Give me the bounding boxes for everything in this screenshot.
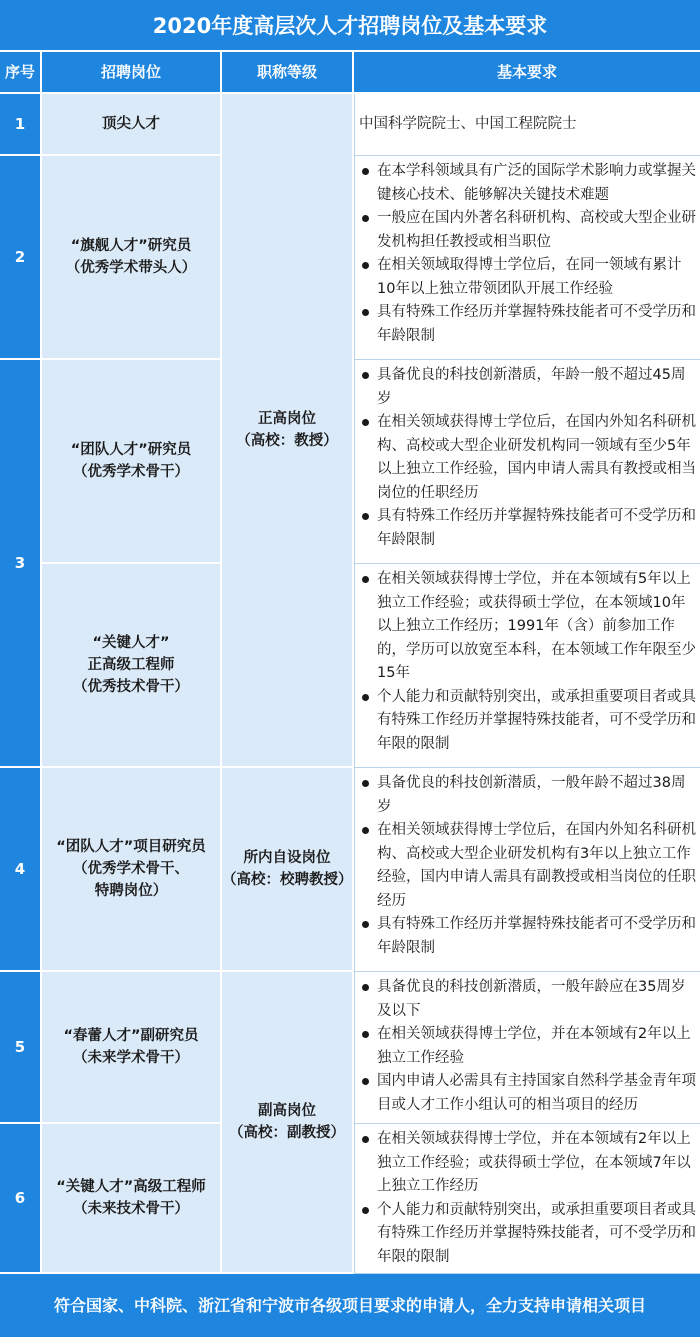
grade-associate [222, 972, 354, 1274]
position-line: “关键人才” [92, 635, 170, 651]
requirement-item: 个人能力和贡献特别突出，或承担重要项目者或具有特殊工作经历并掌握特殊技能者，可不受学历和年限的限制 [359, 686, 698, 757]
requirement-item: 在相关领域获得博士学位，并在本领域有2年以上独立工作经验；或获得硕士学位，在本领域7年以上独立工作经历 [359, 1128, 698, 1199]
row-number: 2 [0, 156, 42, 360]
recruitment-table [0, 52, 700, 1274]
position-line: “旗舰人才”研究员 [70, 238, 192, 254]
position-line: “团队人才”研究员 [70, 442, 192, 458]
position-line: （优秀学术骨干） [73, 464, 189, 480]
requirement-item: 具有特殊工作经历并掌握特殊技能者可不受学历和年龄限制 [359, 301, 698, 348]
page-title: 2020年度高层次人才招聘岗位及基本要求 [0, 0, 700, 52]
position-name [42, 94, 222, 156]
position-line: “关键人才”高级工程师 [56, 1179, 206, 1195]
position-name [42, 972, 222, 1124]
position-name [42, 360, 222, 564]
requirements-cell [354, 564, 700, 768]
requirement-item: 一般应在国内外著名科研机构、高校或大型企业研发机构担任教授或相当职位 [359, 207, 698, 254]
position-name [42, 768, 222, 972]
grade-senior [222, 94, 354, 768]
position-line: （优秀学术带头人） [65, 260, 197, 276]
requirement-item: 国内申请人必需具有主持国家自然科学基金青年项目或人才工作小组认可的相当项目的经历 [359, 1070, 698, 1117]
row-number: 4 [0, 768, 42, 972]
position-line: （优秀学术骨干、 [73, 861, 189, 877]
requirements-cell [354, 768, 700, 972]
requirement-item: 在本学科领域具有广泛的国际学术影响力或掌握关键核心技术、能够解决关键技术难题 [359, 160, 698, 207]
requirement-list [359, 1128, 698, 1269]
footer-note: 符合国家、中科院、浙江省和宁波市各级项目要求的申请人，全力支持申请相关项目 [0, 1274, 700, 1337]
requirements-cell [354, 972, 700, 1124]
position-name [42, 156, 222, 360]
requirement-item: 在相关领域获得博士学位，并在本领域有5年以上独立工作经验；或获得硕士学位，在本领域10年以上独立工作经历；1991年（含）前参加工作的，学历可以放宽至本科，在本领域工作年限至少15年 [359, 568, 698, 686]
position-line: （优秀技术骨干） [73, 679, 189, 695]
position-line: “春蕾人才”副研究员 [63, 1028, 199, 1044]
requirement-item: 在相关领域获得博士学位后，在国内外知名科研机构、高校或大型企业研发机构有3年以上独立工作经验，国内申请人需具有副教授或相当岗位的任职经历 [359, 819, 698, 913]
grade-name: 正高岗位 [258, 411, 316, 427]
requirement-item: 在相关领域获得博士学位后，在国内外知名科研机构、高校或大型企业研发机构同一领域有至少5年以上独立工作经验，国内申请人需具有教授或相当岗位的任职经历 [359, 411, 698, 505]
grade-sub: （高校：教授） [236, 433, 338, 449]
position-name [42, 1124, 222, 1274]
requirement-item: 具备优良的科技创新潜质，一般年龄不超过38周岁 [359, 772, 698, 819]
header-position: 招聘岗位 [42, 52, 222, 94]
position-line: 顶尖人才 [102, 116, 160, 132]
header-no: 序号 [0, 52, 42, 94]
position-line: （未来技术骨干） [73, 1201, 189, 1217]
requirement-item: 在相关领域获得博士学位，并在本领域有2年以上独立工作经验 [359, 1023, 698, 1070]
header-grade: 职称等级 [222, 52, 354, 94]
requirement-item: 具备优良的科技创新潜质，年龄一般不超过45周岁 [359, 364, 698, 411]
requirement-list [359, 772, 698, 960]
requirement-list [359, 568, 698, 756]
requirement-text: 中国科学院院士、中国工程院院士 [359, 115, 577, 132]
position-name [42, 564, 222, 768]
requirement-item: 个人能力和贡献特别突出，或承担重要项目者或具有特殊工作经历并掌握特殊技能者，可不受学历和年限的限制 [359, 1199, 698, 1270]
grade-institute [222, 768, 354, 972]
grade-name: 副高岗位 [258, 1103, 316, 1119]
grade-sub: （高校：副教授） [229, 1125, 345, 1141]
row-number: 5 [0, 972, 42, 1124]
requirements-cell [354, 94, 700, 156]
requirement-list [359, 364, 698, 552]
grade-name: 所内自设岗位 [243, 850, 331, 866]
requirement-item: 具有特殊工作经历并掌握特殊技能者可不受学历和年龄限制 [359, 505, 698, 552]
requirements-cell [354, 156, 700, 360]
header-requirements: 基本要求 [354, 52, 700, 94]
position-line: （未来学术骨干） [73, 1050, 189, 1066]
requirement-item: 具备优良的科技创新潜质，一般年龄应在35周岁及以下 [359, 976, 698, 1023]
position-line: 特聘岗位） [94, 883, 168, 899]
row-number: 1 [0, 94, 42, 156]
requirements-cell [354, 1124, 700, 1274]
position-line: “团队人才”项目研究员 [56, 839, 206, 855]
row-number: 6 [0, 1124, 42, 1274]
requirement-list [359, 160, 698, 348]
requirement-item: 在相关领域取得博士学位后，在同一领域有累计10年以上独立带领团队开展工作经验 [359, 254, 698, 301]
requirement-list [359, 976, 698, 1117]
requirement-item: 具有特殊工作经历并掌握特殊技能者可不受学历和年龄限制 [359, 913, 698, 960]
position-line: 正高级工程师 [87, 657, 175, 673]
row-number: 3 [0, 360, 42, 768]
requirements-cell [354, 360, 700, 564]
grade-sub: （高校：校聘教授） [222, 872, 353, 888]
